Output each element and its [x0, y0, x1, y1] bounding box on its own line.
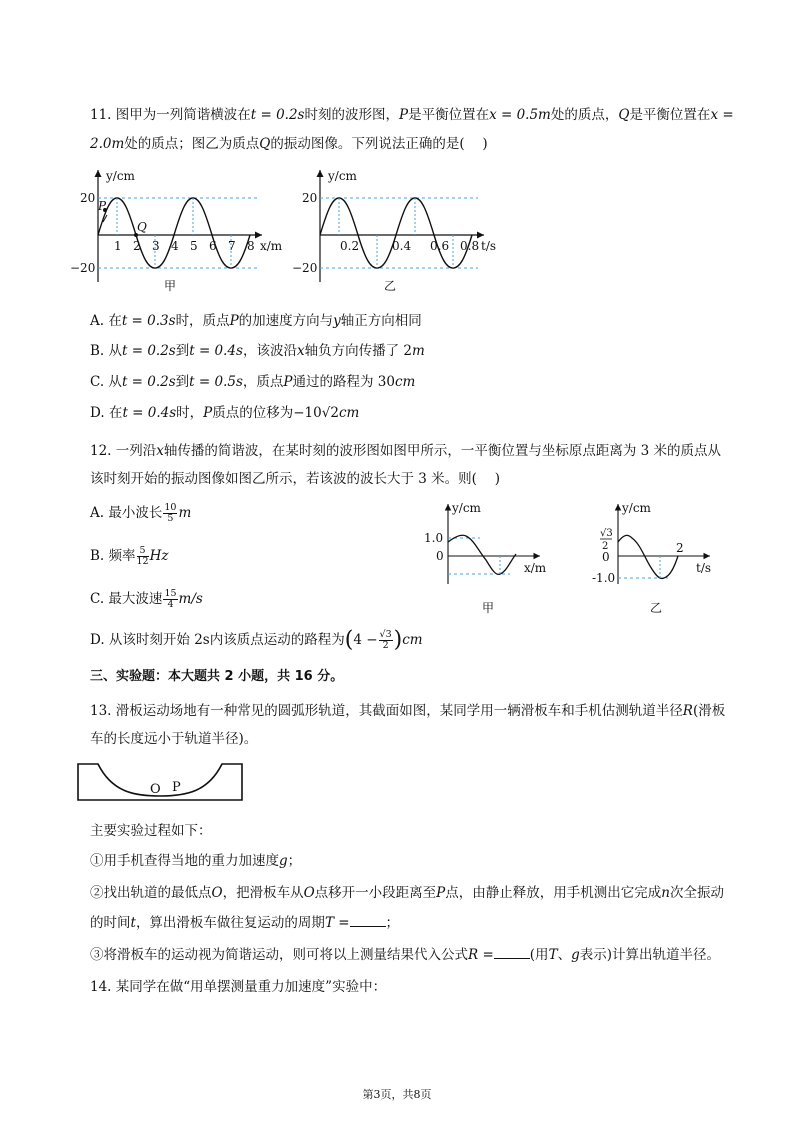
text: 是平衡位置在: [408, 107, 490, 123]
text: ；: [385, 915, 400, 931]
text: 轴正方向相同: [340, 313, 422, 329]
y-top: 1.0: [424, 531, 444, 545]
denominator: 4: [167, 599, 174, 610]
math: Q: [618, 107, 630, 123]
q13-step2: [90, 884, 724, 902]
text: 的加速度方向与: [238, 313, 334, 329]
math: 2.0m: [90, 136, 125, 152]
y-label: y/cm: [106, 169, 135, 183]
math: g: [279, 853, 288, 869]
text: ，质点: [242, 374, 284, 390]
q13-stem-line2: 车的长度远小于轨道半径)。: [90, 731, 258, 747]
math: t = 0.5s: [189, 374, 243, 390]
text: ，该波沿: [242, 343, 297, 359]
text: 是平衡位置在: [629, 107, 711, 123]
q11-figure-jia: [70, 160, 290, 295]
tick: 0.6: [430, 239, 450, 253]
q12-stem-line1: [90, 442, 721, 460]
text: C. 最大波速: [90, 591, 163, 607]
text: 质点的位移为−10√2: [212, 405, 339, 421]
x-label: x/m: [260, 239, 283, 253]
math: t = 0.2s: [122, 343, 176, 359]
denominator: 2: [382, 640, 389, 651]
text: D. 在: [90, 405, 123, 421]
math: P: [398, 107, 409, 123]
math: Hz: [149, 548, 169, 564]
text: 时，: [176, 405, 204, 421]
math: t = 0.2s: [121, 374, 176, 390]
math: t = 0.2s: [250, 107, 305, 123]
math: t = 0.4s: [189, 343, 243, 359]
label-P: P: [98, 199, 107, 213]
math: P: [283, 374, 293, 390]
text: 13. 滑板运动场地有一种常见的圆弧形轨道，其截面如图，某同学用一辆滑板车和手机估测轨道半径: [90, 703, 683, 719]
numerator: √3: [379, 629, 392, 640]
answer-blank-T[interactable]: [350, 914, 386, 927]
q11-figure-yi: [292, 160, 512, 295]
tick: 1: [114, 239, 122, 253]
q12-option-a[interactable]: [90, 503, 191, 524]
text: 时刻的波形图，: [304, 107, 399, 123]
q13-track-figure: [76, 762, 246, 804]
tick: 7: [228, 239, 236, 253]
text: 到: [175, 343, 190, 359]
fraction: [163, 589, 177, 610]
text: (用: [529, 947, 549, 963]
y-top: 20: [80, 191, 96, 205]
text: 、: [557, 947, 572, 963]
denominator: 5: [167, 513, 174, 524]
text: 的时间: [90, 915, 131, 931]
text: 到: [175, 374, 190, 390]
y-top: 20: [302, 191, 318, 205]
vibration-curve: [320, 198, 472, 268]
math: t = 0.4s: [122, 405, 177, 421]
paren-close: ): [393, 627, 403, 653]
math: 4 −: [353, 632, 378, 648]
x-label: x/m: [524, 561, 547, 575]
math: cm: [338, 405, 360, 421]
q11-option-c[interactable]: [90, 373, 415, 391]
text: A. 最小波长: [90, 505, 163, 521]
math: P: [436, 885, 446, 901]
caption: 乙: [650, 601, 663, 615]
text: ，算出滑板车做往复运动的周期: [135, 915, 325, 931]
math: P: [203, 405, 213, 421]
y-label: y/cm: [622, 501, 651, 515]
text: D. 从该时刻开始 2s内该质点运动的路程为: [90, 632, 345, 648]
text: 表示)计算出轨道半径。: [579, 947, 721, 963]
text: B. 频率: [90, 548, 136, 564]
q12-stem-line2: 该时刻开始的振动图像如图乙所示，若该波的波长大于 3 米。则( ): [90, 471, 500, 487]
q11-stem-line1: [90, 106, 734, 124]
q13-step2-cont: [90, 914, 399, 932]
wave-curve: [98, 198, 250, 268]
tick: 3: [152, 239, 160, 253]
q11-option-d[interactable]: [90, 404, 359, 422]
q11-option-b[interactable]: [90, 342, 425, 360]
text: ；: [287, 853, 302, 869]
text: ②找出轨道的最低点: [90, 885, 212, 901]
tick: 0.4: [392, 239, 412, 253]
math: m/s: [178, 591, 203, 607]
text: 处的质点；图乙为质点: [124, 136, 260, 152]
math: Q: [259, 136, 271, 152]
text: 的振动图像。下列说法正确的是( ): [270, 136, 488, 152]
math: cm: [402, 632, 423, 648]
q13-process: 主要实验过程如下：: [90, 823, 212, 839]
text: C. 从: [90, 374, 122, 390]
math: x = 0.5m: [489, 107, 551, 123]
tick: 0.2: [340, 239, 360, 253]
caption: 甲: [164, 279, 177, 293]
fraction: [137, 546, 149, 567]
math: T =: [324, 915, 350, 931]
paren-open: (: [344, 627, 354, 653]
x-ticks: [114, 239, 255, 253]
tick: 8: [247, 239, 255, 253]
numerator: 5: [137, 546, 149, 557]
q12-figure-yi: [590, 498, 730, 618]
x-label: t/s: [696, 561, 712, 575]
q12-option-c[interactable]: [90, 589, 203, 610]
q11-stem-line2: [90, 135, 488, 153]
tick: 5: [190, 239, 198, 253]
math: x =: [710, 107, 734, 123]
text: ③将滑板车的运动视为简谐运动，则可将以上测量结果代入公式: [90, 947, 468, 963]
text: 轴传播的简谐波，在某时刻的波形图如图甲所示，一平衡位置与坐标原点距离为 3 米的质点从: [163, 443, 722, 459]
wave-curve: [448, 535, 516, 574]
text: 点移开一小段距离至: [314, 885, 437, 901]
tick: 6: [209, 239, 217, 253]
math: x: [156, 443, 164, 459]
fraction: [163, 503, 177, 524]
text: 通过的路程为 30: [292, 374, 395, 390]
section-heading: 三、实验题：本大题共 2 小题，共 16 分。: [90, 669, 344, 684]
text: 次全振动: [669, 885, 724, 901]
tick: 2: [133, 239, 141, 253]
math: cm: [394, 374, 416, 390]
denominator: 12: [136, 556, 149, 567]
zero: 0: [436, 549, 444, 563]
math: t = 0.3s: [121, 313, 176, 329]
math: n: [661, 885, 670, 901]
math: t: [130, 915, 136, 931]
text: (滑板: [692, 703, 726, 719]
zero: 0: [602, 550, 610, 564]
y-den: 2: [602, 541, 609, 552]
text: ，把滑板车从: [222, 885, 304, 901]
y-label: y/cm: [452, 501, 481, 515]
math: m: [178, 505, 192, 521]
q13-step1: [90, 852, 301, 870]
text: B. 从: [90, 343, 123, 359]
y-num: √3: [600, 528, 613, 539]
text: ①用手机查得当地的重力加速度: [90, 853, 279, 869]
math: g: [571, 947, 580, 963]
page-footer: 第3页，共8页: [362, 1088, 432, 1101]
vibration-curve: [618, 535, 678, 578]
q11-option-a[interactable]: [90, 312, 422, 330]
tick-2: 2: [676, 541, 684, 555]
label-O: O: [150, 782, 161, 797]
q14-stem: 14. 某同学在做“用单摆测量重力加速度”实验中：: [90, 979, 387, 995]
numerator: 10: [164, 502, 177, 513]
fraction: [379, 630, 393, 651]
q13-stem-line1: [90, 702, 725, 720]
answer-blank-R[interactable]: [494, 946, 530, 959]
text: A. 在: [90, 313, 122, 329]
y-bottom: −20: [70, 261, 96, 275]
math: T: [548, 947, 558, 963]
math: y: [333, 313, 341, 329]
y-label: y/cm: [328, 169, 357, 183]
x-label: t/s: [481, 239, 497, 253]
math: O: [211, 885, 223, 901]
text: 处的质点，: [550, 107, 619, 123]
math: m: [411, 343, 425, 359]
text: 12. 一列沿: [90, 443, 157, 459]
tick: 0.8: [460, 239, 480, 253]
text: 点，由静止释放，用手机测出它完成: [445, 885, 662, 901]
math: P: [229, 313, 239, 329]
caption: 乙: [384, 279, 397, 293]
caption: 甲: [482, 601, 495, 615]
q12-option-b[interactable]: [90, 546, 169, 567]
label-Q: Q: [137, 220, 147, 234]
math: O: [303, 885, 315, 901]
math: R =: [468, 947, 494, 963]
numerator: 15: [164, 588, 177, 599]
math: R: [682, 703, 693, 719]
math: x: [296, 343, 305, 359]
q13-step3: [90, 946, 720, 964]
q12-figure-jia: [420, 498, 560, 618]
text: 11. 图甲为一列简谐横波在: [90, 107, 251, 123]
text: 轴负方向传播了 2: [304, 343, 412, 359]
q12-option-d[interactable]: [90, 627, 423, 653]
label-P: P: [172, 780, 181, 795]
tick: 4: [171, 239, 179, 253]
text: 时，质点: [175, 313, 230, 329]
y-bottom: -1.0: [592, 571, 616, 585]
y-bottom: −20: [292, 261, 318, 275]
